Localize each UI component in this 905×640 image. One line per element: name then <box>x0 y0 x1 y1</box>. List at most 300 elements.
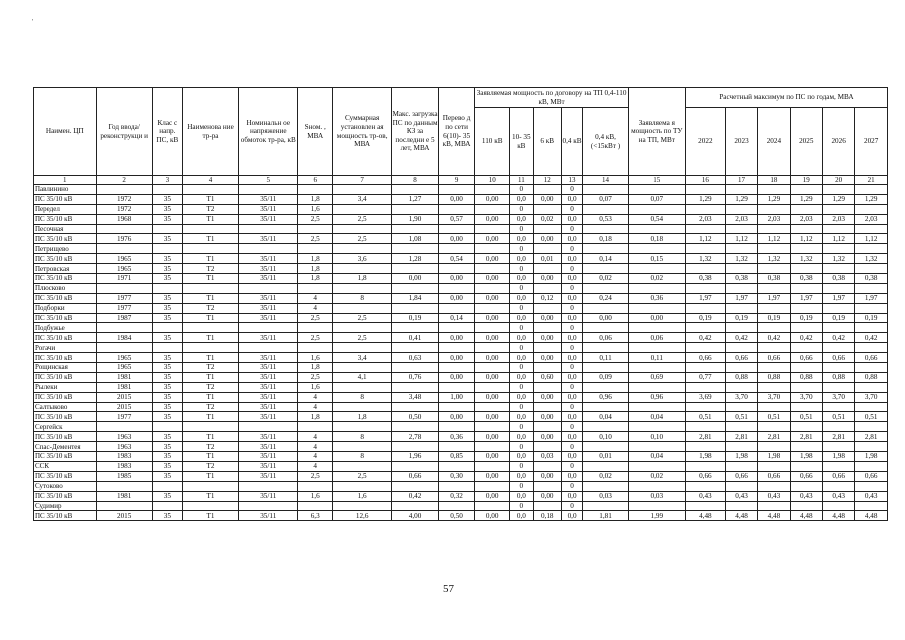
cell-declared-04: 0 <box>561 185 583 195</box>
cell-substation-name: ПС 35/10 кВ <box>34 333 97 343</box>
cell-total-capacity: 8 <box>332 452 391 462</box>
cell-calc-year: 3,70 <box>790 392 822 402</box>
cell-declared-tu <box>628 422 685 432</box>
cell-declared-04: 0 <box>561 343 583 353</box>
cell-snom: 4 <box>298 392 333 402</box>
cell-total-capacity <box>332 244 391 254</box>
cell-declared-04: 0 <box>561 442 583 452</box>
cell-calc-year: 0,38 <box>790 274 822 284</box>
cell-declared-110: 0,00 <box>475 412 510 422</box>
cell-declared-04-small <box>583 422 628 432</box>
column-number-row <box>34 176 888 185</box>
cell-year: 1985 <box>96 471 152 481</box>
cell-declared-110 <box>475 422 510 432</box>
cell-snom: 1,6 <box>298 382 333 392</box>
cell-calc-year <box>725 481 757 491</box>
cell-class <box>152 224 182 234</box>
cell-calc-year: 0,19 <box>822 313 854 323</box>
cell-calc-year <box>790 481 822 491</box>
header-name: Наимен. ЦП <box>34 88 97 176</box>
cell-substation-name: ПС 35/10 кВ <box>34 392 97 402</box>
cell-calc-year: 2,03 <box>685 214 725 224</box>
cell-transformer <box>182 224 238 234</box>
cell-calc-year <box>790 244 822 254</box>
cell-declared-tu: 0,69 <box>628 372 685 382</box>
cell-total-capacity: 2,5 <box>332 313 391 323</box>
cell-nominal-voltage: 35/11 <box>239 333 298 343</box>
cell-substation-name: Салтыково <box>34 402 97 412</box>
cell-transformer <box>182 501 238 511</box>
cell-transformer: Т2 <box>182 461 238 471</box>
cell-declared-6 <box>533 244 561 254</box>
cell-declared-6: 0,00 <box>533 471 561 481</box>
cell-class <box>152 283 182 293</box>
cell-calc-year: 4,48 <box>855 511 888 521</box>
cell-snom: 1,8 <box>298 254 333 264</box>
table-row <box>34 343 888 353</box>
cell-max-load <box>392 185 438 195</box>
header-max-load: Макс. загрузка ПС по данным КЗ за последни е 5 лет, МВА <box>392 88 438 176</box>
cell-calc-year <box>758 264 790 274</box>
cell-declared-04: 0 <box>561 204 583 214</box>
cell-declared-04-small <box>583 264 628 274</box>
cell-calc-year: 0,19 <box>855 313 888 323</box>
cell-declared-110 <box>475 343 510 353</box>
cell-declared-6: 0,00 <box>533 234 561 244</box>
header-year: Год ввода/ реконструкци и <box>96 88 152 176</box>
header-total-capacity: Суммарная установлен ая мощность тр-ов, МВА <box>332 88 391 176</box>
cell-declared-10-35: 0,0 <box>509 511 533 521</box>
cell-calc-year: 0,66 <box>822 353 854 363</box>
cell-transfer: 0,00 <box>438 234 475 244</box>
cell-calc-year: 2,03 <box>725 214 757 224</box>
cell-calc-year <box>685 264 725 274</box>
cell-nominal-voltage <box>239 283 298 293</box>
cell-declared-04: 0,0 <box>561 432 583 442</box>
cell-declared-04: 0,0 <box>561 452 583 462</box>
table-row <box>34 382 888 392</box>
cell-declared-04: 0 <box>561 402 583 412</box>
cell-substation-name: ПС 35/10 кВ <box>34 194 97 204</box>
cell-calc-year: 2,03 <box>790 214 822 224</box>
cell-year <box>96 185 152 195</box>
cell-snom <box>298 224 333 234</box>
cell-calc-year: 1,32 <box>822 254 854 264</box>
cell-calc-year <box>822 283 854 293</box>
cell-max-load: 1,84 <box>392 293 438 303</box>
cell-transformer: Т1 <box>182 274 238 284</box>
cell-year: 1968 <box>96 214 152 224</box>
cell-transformer <box>182 343 238 353</box>
cell-calc-year <box>725 204 757 214</box>
cell-calc-year <box>855 382 888 392</box>
cell-calc-year <box>822 422 854 432</box>
cell-class: 35 <box>152 254 182 264</box>
cell-declared-110 <box>475 461 510 471</box>
cell-snom <box>298 343 333 353</box>
cell-max-load <box>392 283 438 293</box>
cell-declared-10-35: 0,0 <box>509 452 533 462</box>
header-year-2027: 2027 <box>855 108 888 176</box>
cell-declared-04-small: 0,18 <box>583 234 628 244</box>
cell-class: 35 <box>152 442 182 452</box>
cell-declared-110 <box>475 204 510 214</box>
cell-declared-04: 0,0 <box>561 274 583 284</box>
cell-class: 35 <box>152 264 182 274</box>
cell-calc-year: 2,03 <box>855 214 888 224</box>
cell-declared-04-small <box>583 461 628 471</box>
cell-declared-04-small <box>583 442 628 452</box>
cell-calc-year: 0,66 <box>685 353 725 363</box>
cell-class: 35 <box>152 432 182 442</box>
cell-declared-tu: 0,36 <box>628 293 685 303</box>
header-transformer: Наименова ние тр-ра <box>182 88 238 176</box>
cell-transformer: Т2 <box>182 303 238 313</box>
cell-calc-year: 0,66 <box>725 353 757 363</box>
cell-calc-year: 0,88 <box>725 372 757 382</box>
cell-calc-year <box>790 303 822 313</box>
cell-declared-6 <box>533 481 561 491</box>
cell-calc-year: 0,42 <box>758 333 790 343</box>
cell-calc-year <box>790 363 822 373</box>
page-number: 57 <box>443 583 454 595</box>
cell-year: 1977 <box>96 293 152 303</box>
cell-calc-year: 0,66 <box>758 471 790 481</box>
cell-declared-6 <box>533 402 561 412</box>
cell-substation-name: ПС 35/10 кВ <box>34 274 97 284</box>
cell-transfer <box>438 224 475 234</box>
cell-calc-year: 0,43 <box>822 491 854 501</box>
header-declared-04-small: 0,4 кВ, (<15кВт ) <box>583 108 628 176</box>
cell-year: 2015 <box>96 511 152 521</box>
column-number: 3 <box>152 176 182 185</box>
cell-declared-6: 0,00 <box>533 333 561 343</box>
cell-substation-name: ПС 35/10 кВ <box>34 254 97 264</box>
cell-snom: 4 <box>298 452 333 462</box>
table-row <box>34 264 888 274</box>
cell-declared-04: 0 <box>561 382 583 392</box>
cell-calc-year <box>855 323 888 333</box>
cell-calc-year <box>758 461 790 471</box>
cell-year: 1984 <box>96 333 152 343</box>
cell-transformer <box>182 422 238 432</box>
cell-declared-04-small: 0,00 <box>583 313 628 323</box>
cell-transfer <box>438 422 475 432</box>
table-row <box>34 432 888 442</box>
cell-nominal-voltage: 35/11 <box>239 274 298 284</box>
cell-calc-year: 2,81 <box>758 432 790 442</box>
cell-declared-110 <box>475 382 510 392</box>
cell-calc-year <box>822 224 854 234</box>
cell-transfer <box>438 402 475 412</box>
cell-calc-year: 0,51 <box>855 412 888 422</box>
table-row <box>34 392 888 402</box>
cell-year: 1983 <box>96 452 152 462</box>
cell-declared-04-small: 0,96 <box>583 392 628 402</box>
header-transfer: Перево д по сети 6(10)- 35 кВ, МВА <box>438 88 475 176</box>
cell-declared-04: 0 <box>561 481 583 491</box>
cell-declared-6: 0,00 <box>533 392 561 402</box>
cell-declared-04: 0,0 <box>561 511 583 521</box>
cell-declared-6 <box>533 204 561 214</box>
cell-max-load: 0,42 <box>392 491 438 501</box>
data-table <box>33 87 888 521</box>
cell-calc-year: 0,38 <box>758 274 790 284</box>
cell-max-load: 4,00 <box>392 511 438 521</box>
column-number: 13 <box>561 176 583 185</box>
cell-transformer: Т1 <box>182 313 238 323</box>
cell-declared-tu: 0,96 <box>628 392 685 402</box>
cell-declared-10-35: 0 <box>509 402 533 412</box>
cell-declared-110: 0,00 <box>475 372 510 382</box>
cell-declared-110: 0,00 <box>475 333 510 343</box>
cell-total-capacity: 2,5 <box>332 234 391 244</box>
cell-calc-year: 1,32 <box>790 254 822 264</box>
cell-declared-tu <box>628 442 685 452</box>
cell-substation-name: Павлинино <box>34 185 97 195</box>
cell-total-capacity: 4,1 <box>332 372 391 382</box>
cell-year: 1981 <box>96 382 152 392</box>
cell-calc-year <box>725 323 757 333</box>
table-body <box>34 185 888 521</box>
cell-declared-10-35: 0,0 <box>509 333 533 343</box>
cell-substation-name: ПС 35/10 кВ <box>34 313 97 323</box>
cell-class <box>152 343 182 353</box>
cell-year: 1965 <box>96 363 152 373</box>
cell-declared-110: 0,00 <box>475 491 510 501</box>
cell-declared-110: 0,00 <box>475 392 510 402</box>
cell-nominal-voltage: 35/11 <box>239 303 298 313</box>
cell-declared-tu: 0,02 <box>628 274 685 284</box>
cell-calc-year <box>855 343 888 353</box>
cell-year: 1965 <box>96 254 152 264</box>
cell-calc-year: 2,03 <box>758 214 790 224</box>
cell-declared-6: 0,00 <box>533 491 561 501</box>
cell-nominal-voltage <box>239 501 298 511</box>
cell-calc-year: 0,66 <box>855 353 888 363</box>
header-snom: Sном. , МВА <box>298 88 333 176</box>
cell-nominal-voltage: 35/11 <box>239 382 298 392</box>
cell-declared-10-35: 0 <box>509 323 533 333</box>
cell-year: 1965 <box>96 264 152 274</box>
cell-declared-04-small: 0,53 <box>583 214 628 224</box>
cell-declared-10-35: 0 <box>509 382 533 392</box>
cell-calc-year <box>725 501 757 511</box>
cell-transformer: Т2 <box>182 442 238 452</box>
cell-calc-year <box>822 303 854 313</box>
column-number: 20 <box>822 176 854 185</box>
column-number: 5 <box>239 176 298 185</box>
cell-declared-10-35: 0 <box>509 224 533 234</box>
cell-declared-6 <box>533 382 561 392</box>
cell-declared-tu: 0,04 <box>628 412 685 422</box>
cell-year: 1965 <box>96 353 152 363</box>
header-declared-10-35: 10- 35 кВ <box>509 108 533 176</box>
cell-year: 1983 <box>96 461 152 471</box>
cell-declared-04: 0 <box>561 422 583 432</box>
cell-calc-year: 1,12 <box>790 234 822 244</box>
cell-max-load: 1,28 <box>392 254 438 264</box>
cell-declared-10-35: 0,0 <box>509 491 533 501</box>
cell-calc-year <box>725 185 757 195</box>
cell-substation-name: ПС 35/10 кВ <box>34 293 97 303</box>
cell-declared-6: 0,00 <box>533 412 561 422</box>
cell-declared-10-35: 0,0 <box>509 372 533 382</box>
cell-year <box>96 323 152 333</box>
cell-declared-6: 0,00 <box>533 353 561 363</box>
cell-transformer: Т1 <box>182 412 238 422</box>
cell-year <box>96 244 152 254</box>
cell-calc-year: 0,66 <box>758 353 790 363</box>
cell-declared-10-35: 0 <box>509 283 533 293</box>
cell-calc-year <box>790 402 822 412</box>
cell-declared-110: 0,00 <box>475 194 510 204</box>
cell-class: 35 <box>152 412 182 422</box>
table-row <box>34 234 888 244</box>
cell-calc-year: 1,97 <box>685 293 725 303</box>
cell-substation-name: Передел <box>34 204 97 214</box>
cell-nominal-voltage: 35/11 <box>239 372 298 382</box>
table-row <box>34 481 888 491</box>
cell-year <box>96 422 152 432</box>
cell-calc-year: 0,51 <box>790 412 822 422</box>
cell-declared-110 <box>475 244 510 254</box>
cell-declared-6 <box>533 303 561 313</box>
cell-transfer <box>438 382 475 392</box>
cell-year <box>96 224 152 234</box>
cell-declared-110 <box>475 501 510 511</box>
cell-declared-tu: 0,00 <box>628 313 685 323</box>
cell-total-capacity <box>332 283 391 293</box>
cell-class <box>152 323 182 333</box>
cell-declared-110 <box>475 442 510 452</box>
cell-calc-year: 0,66 <box>790 471 822 481</box>
cell-max-load <box>392 224 438 234</box>
cell-transfer: 0,54 <box>438 254 475 264</box>
cell-declared-04-small: 0,04 <box>583 412 628 422</box>
cell-declared-04-small <box>583 303 628 313</box>
cell-declared-04: 0,0 <box>561 214 583 224</box>
cell-declared-04-small <box>583 402 628 412</box>
cell-transformer: Т1 <box>182 511 238 521</box>
cell-max-load: 0,66 <box>392 471 438 481</box>
cell-calc-year: 0,66 <box>822 471 854 481</box>
cell-declared-tu <box>628 363 685 373</box>
cell-year: 1981 <box>96 372 152 382</box>
cell-transfer: 0,00 <box>438 412 475 422</box>
cell-calc-year <box>855 264 888 274</box>
cell-max-load: 0,50 <box>392 412 438 422</box>
cell-nominal-voltage: 35/11 <box>239 452 298 462</box>
cell-declared-tu: 0,07 <box>628 194 685 204</box>
cell-transformer: Т1 <box>182 234 238 244</box>
cell-declared-04: 0 <box>561 244 583 254</box>
cell-max-load <box>392 264 438 274</box>
cell-nominal-voltage <box>239 185 298 195</box>
cell-declared-6: 0,18 <box>533 511 561 521</box>
cell-max-load <box>392 244 438 254</box>
cell-total-capacity: 8 <box>332 432 391 442</box>
cell-declared-04-small: 0,06 <box>583 333 628 343</box>
cell-declared-04: 0,0 <box>561 392 583 402</box>
cell-calc-year: 0,42 <box>822 333 854 343</box>
cell-calc-year: 2,81 <box>685 432 725 442</box>
cell-substation-name: ПС 35/10 кВ <box>34 234 97 244</box>
cell-declared-6: 0,01 <box>533 254 561 264</box>
cell-calc-year <box>855 185 888 195</box>
cell-substation-name: Сутоково <box>34 481 97 491</box>
table-header <box>34 88 888 185</box>
cell-calc-year: 0,38 <box>685 274 725 284</box>
cell-snom <box>298 481 333 491</box>
cell-transfer <box>438 204 475 214</box>
cell-nominal-voltage: 35/11 <box>239 293 298 303</box>
cell-declared-tu: 0,15 <box>628 254 685 264</box>
cell-class: 35 <box>152 214 182 224</box>
cell-declared-04-small: 0,01 <box>583 452 628 462</box>
table-row <box>34 422 888 432</box>
header-declared-6: 6 кВ <box>533 108 561 176</box>
cell-year: 1976 <box>96 234 152 244</box>
cell-max-load <box>392 343 438 353</box>
cell-calc-year <box>725 283 757 293</box>
cell-transfer <box>438 363 475 373</box>
cell-max-load <box>392 501 438 511</box>
cell-nominal-voltage: 35/11 <box>239 353 298 363</box>
cell-calc-year <box>685 501 725 511</box>
cell-calc-year: 1,98 <box>725 452 757 462</box>
table-row <box>34 511 888 521</box>
cell-year: 2015 <box>96 392 152 402</box>
cell-declared-110 <box>475 323 510 333</box>
cell-calc-year: 0,51 <box>725 412 757 422</box>
cell-declared-tu <box>628 264 685 274</box>
cell-substation-name: Подборки <box>34 303 97 313</box>
cell-declared-6 <box>533 501 561 511</box>
cell-nominal-voltage: 35/11 <box>239 264 298 274</box>
cell-declared-04-small <box>583 244 628 254</box>
cell-calc-year: 0,66 <box>685 471 725 481</box>
cell-calc-year <box>725 343 757 353</box>
cell-class: 35 <box>152 491 182 501</box>
cell-class: 35 <box>152 303 182 313</box>
cell-declared-tu: 0,04 <box>628 452 685 462</box>
cell-calc-year <box>685 244 725 254</box>
cell-year: 1987 <box>96 313 152 323</box>
cell-transfer: 0,00 <box>438 293 475 303</box>
cell-calc-year <box>725 303 757 313</box>
cell-class: 35 <box>152 382 182 392</box>
cell-nominal-voltage: 35/11 <box>239 511 298 521</box>
cell-calc-year: 0,43 <box>855 491 888 501</box>
cell-calc-year: 3,70 <box>725 392 757 402</box>
cell-nominal-voltage <box>239 224 298 234</box>
cell-calc-year: 1,97 <box>822 293 854 303</box>
cell-declared-10-35: 0 <box>509 461 533 471</box>
cell-max-load <box>392 303 438 313</box>
cell-declared-tu <box>628 382 685 392</box>
cell-declared-04-small <box>583 323 628 333</box>
cell-snom: 2,5 <box>298 234 333 244</box>
table-row <box>34 214 888 224</box>
cell-total-capacity <box>332 343 391 353</box>
cell-transfer: 0,00 <box>438 194 475 204</box>
table-row <box>34 303 888 313</box>
cell-year: 1977 <box>96 412 152 422</box>
cell-total-capacity <box>332 204 391 214</box>
cell-nominal-voltage: 35/11 <box>239 363 298 373</box>
cell-calc-year: 1,97 <box>790 293 822 303</box>
